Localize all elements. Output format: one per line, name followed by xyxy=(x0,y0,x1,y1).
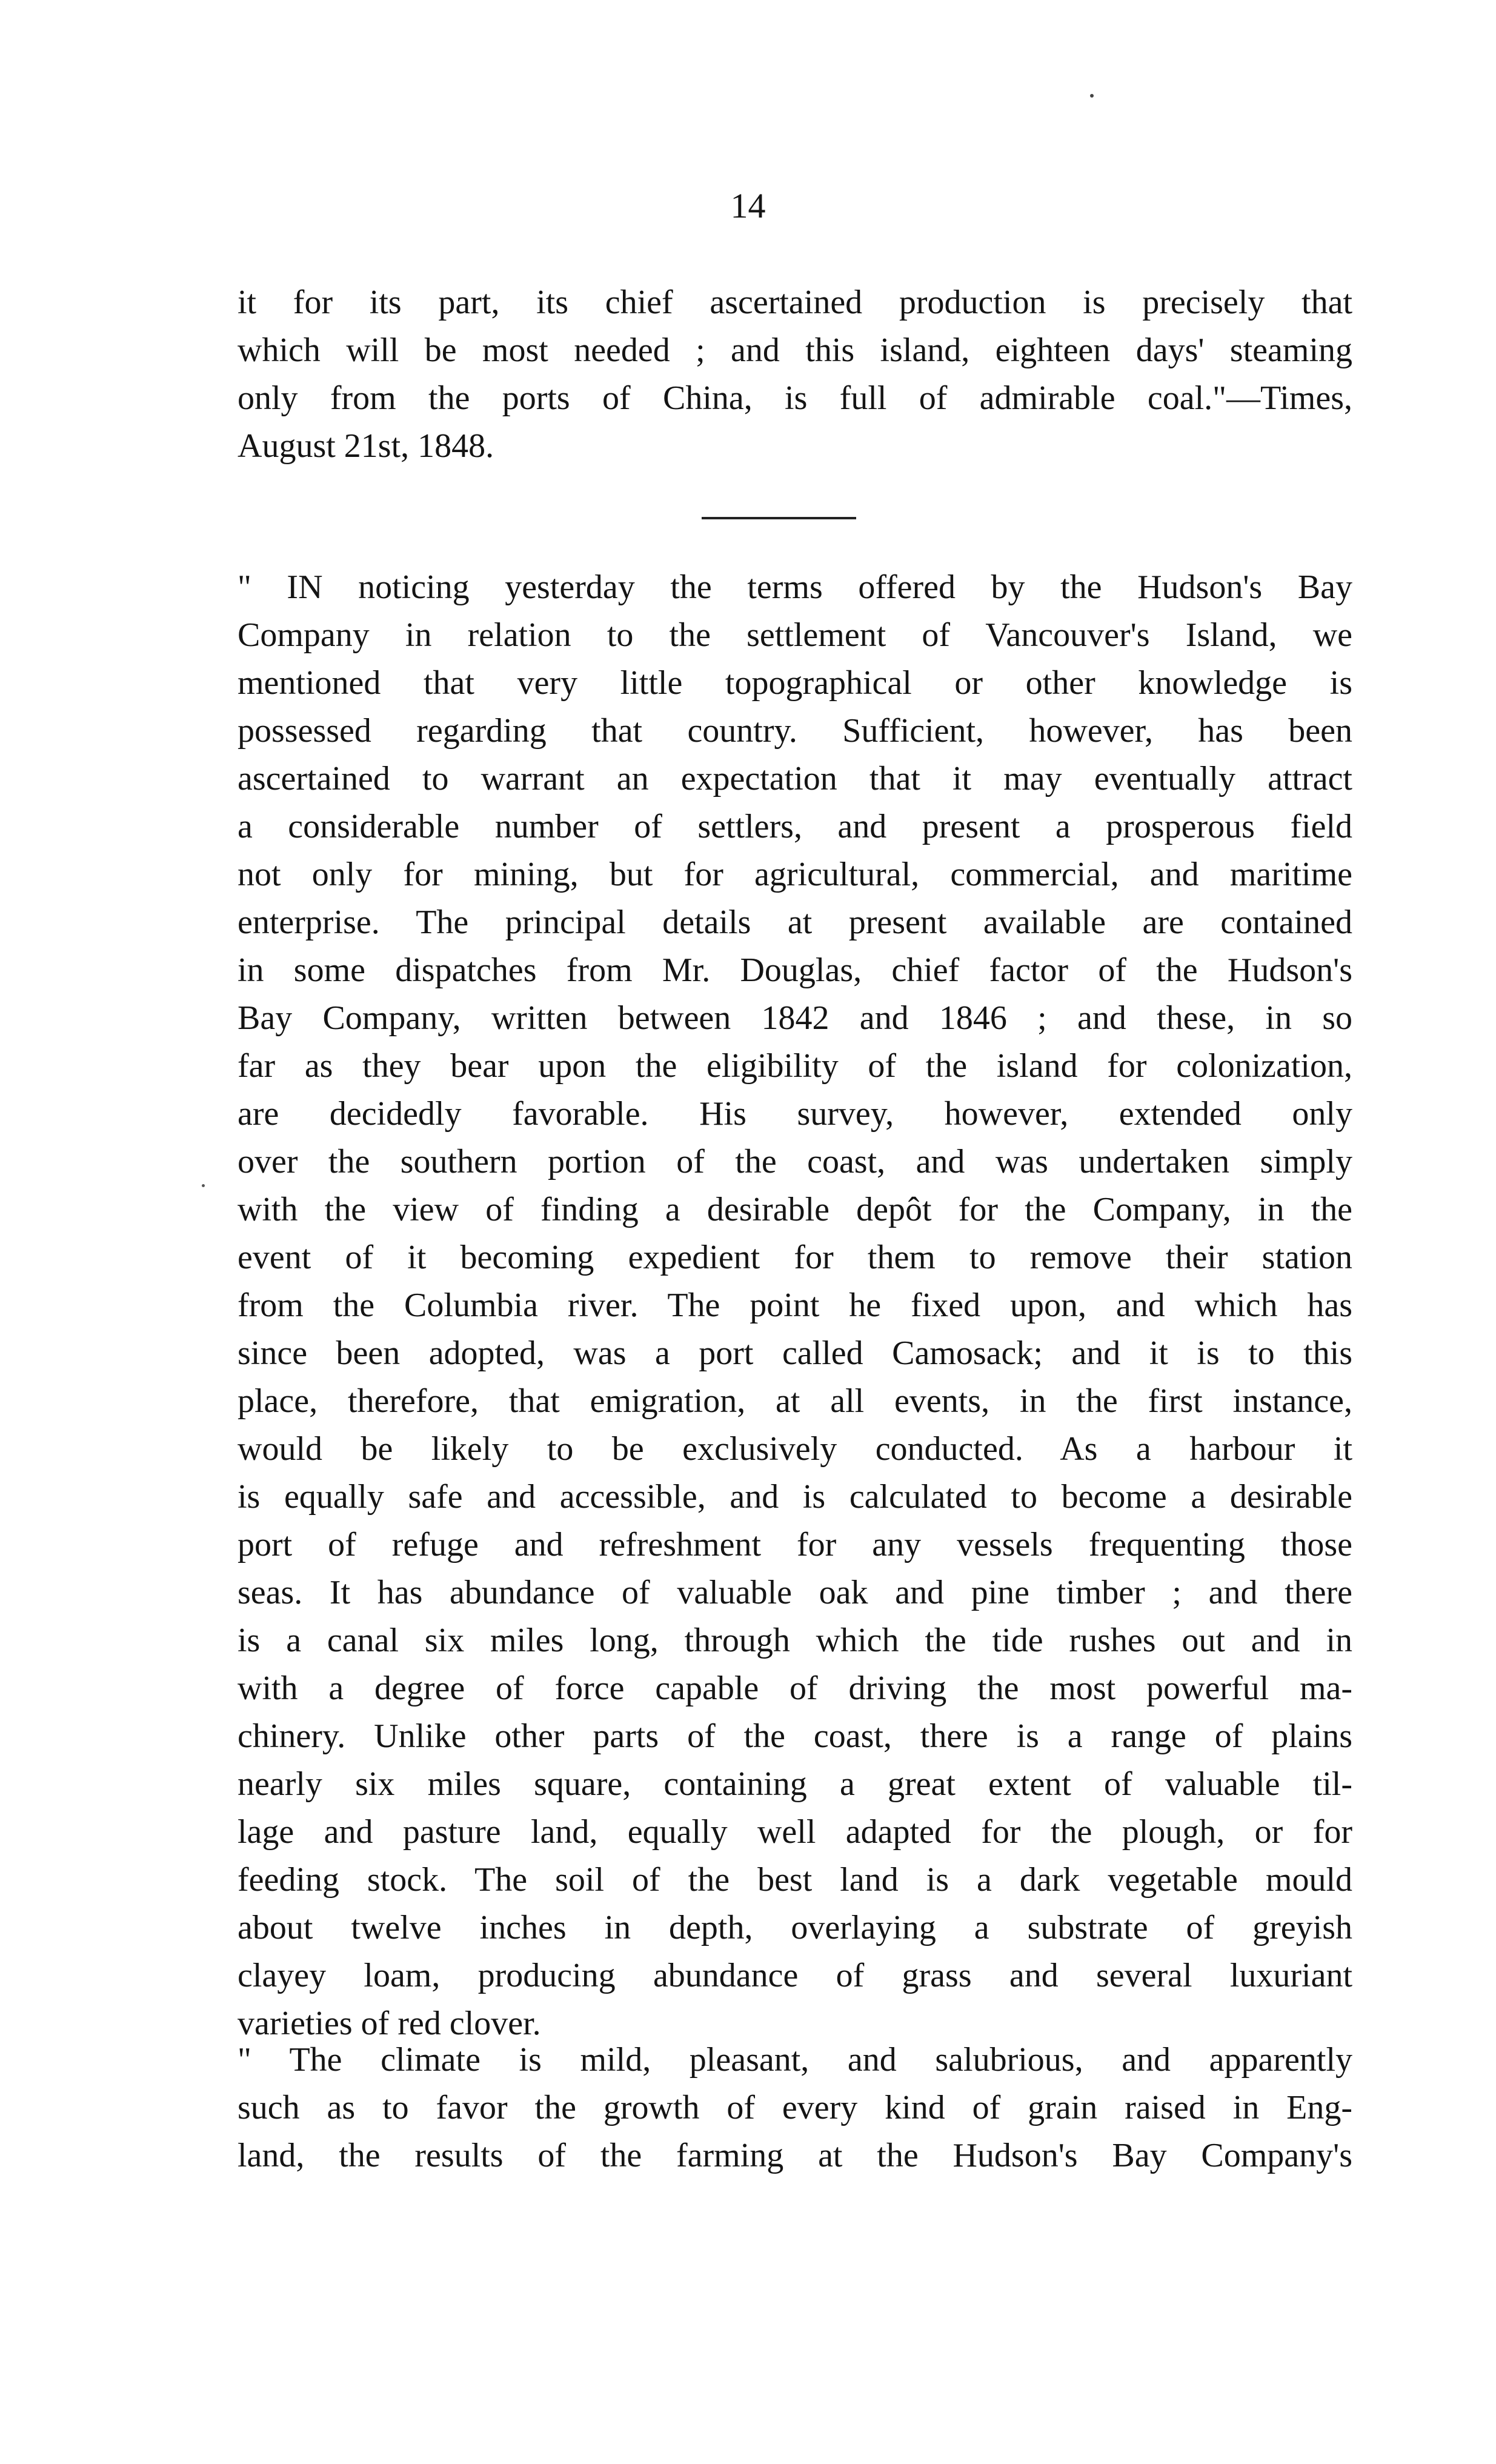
text-line: which will be most needed ; and this island, eighteen days' steaming xyxy=(238,331,1352,369)
text-line: port of refuge and refreshment for any vessels frequenting those xyxy=(238,1526,1352,1563)
page-number: 14 xyxy=(730,186,766,225)
text-line: is a canal six miles long, through which the tide rushes out and in xyxy=(238,1622,1352,1659)
text-line: it for its part, its chief ascertained production is precisely that xyxy=(238,284,1352,321)
text-line: far as they bear upon the eligibility of the island for colonization, xyxy=(238,1047,1352,1085)
text-line: with the view of finding a desirable depôt for the Company, in the xyxy=(238,1191,1352,1228)
text-line: lage and pasture land, equally well adapted for the plough, or for xyxy=(238,1813,1352,1851)
text-line: ascertained to warrant an expectation that it may eventually attract xyxy=(238,760,1352,797)
text-line: possessed regarding that country. Sufficient, however, has been xyxy=(238,712,1352,750)
text-line: is equally safe and accessible, and is calculated to become a desirable xyxy=(238,1478,1352,1516)
text-line: in some dispatches from Mr. Douglas, chief factor of the Hudson's xyxy=(238,951,1352,989)
margin-speck xyxy=(202,1184,205,1187)
print-speck xyxy=(1090,94,1094,98)
text-line: Company in relation to the settlement of Vancouver's Island, we xyxy=(238,616,1352,654)
text-line: place, therefore, that emigration, at all events, in the first instance, xyxy=(238,1382,1352,1420)
text-line: enterprise. The principal details at present available are contained xyxy=(238,904,1352,941)
text-line: varieties of red clover. xyxy=(238,2005,541,2042)
text-line: land, the results of the farming at the Hudson's Bay Company's xyxy=(238,2137,1352,2174)
text-line: " IN noticing yesterday the terms offered by the Hudson's Bay xyxy=(238,568,1352,606)
quote-continuation-paragraph xyxy=(238,279,1352,470)
text-line: clayey loam, producing abundance of grass and several luxuriant xyxy=(238,1957,1352,1994)
text-line: " The climate is mild, pleasant, and salubrious, and apparently xyxy=(238,2041,1352,2079)
text-line: with a degree of force capable of driving the most powerful ma- xyxy=(238,1670,1352,1707)
text-line: from the Columbia river. The point he fixed upon, and which has xyxy=(238,1287,1352,1324)
text-line: would be likely to be exclusively conducted. As a harbour it xyxy=(238,1430,1352,1468)
text-line: over the southern portion of the coast, and was undertaken simply xyxy=(238,1143,1352,1180)
text-line: not only for mining, but for agricultural, commercial, and maritime xyxy=(238,856,1352,893)
text-line: a considerable number of settlers, and present a prosperous field xyxy=(238,808,1352,845)
text-line: event of it becoming expedient for them to remove their station xyxy=(238,1239,1352,1276)
article-paragraph xyxy=(238,564,1352,2048)
text-line: August 21st, 1848. xyxy=(238,427,494,465)
text-line: seas. It has abundance of valuable oak and pine timber ; and there xyxy=(238,1574,1352,1611)
section-divider xyxy=(702,517,856,519)
climate-paragraph xyxy=(238,2036,1352,2180)
text-line: feeding stock. The soil of the best land is a dark vegetable mould xyxy=(238,1861,1352,1899)
text-line: such as to favor the growth of every kind of grain raised in Eng- xyxy=(238,2089,1352,2126)
text-line: about twelve inches in depth, overlaying a substrate of greyish xyxy=(238,1909,1352,1946)
text-line: only from the ports of China, is full of admirable coal."—Times, xyxy=(238,379,1352,417)
text-line: since been adopted, was a port called Camosack; and it is to this xyxy=(238,1334,1352,1372)
text-line: Bay Company, written between 1842 and 1846 ; and these, in so xyxy=(238,999,1352,1037)
text-line: chinery. Unlike other parts of the coast, there is a range of plains xyxy=(238,1717,1352,1755)
text-line: mentioned that very little topographical or other knowledge is xyxy=(238,664,1352,702)
text-line: nearly six miles square, containing a great extent of valuable til- xyxy=(238,1765,1352,1803)
text-line: are decidedly favorable. His survey, however, extended only xyxy=(238,1095,1352,1133)
